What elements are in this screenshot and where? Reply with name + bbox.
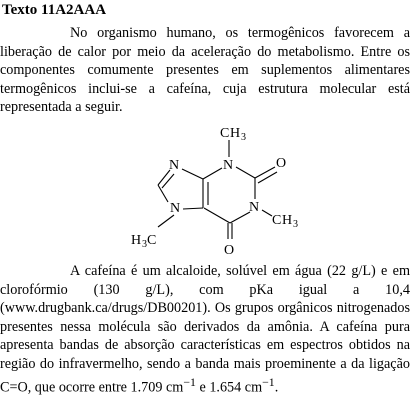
bond-c2-o [255,167,275,178]
bond-c5-n3 [203,168,222,179]
caffeine-structure-diagram [110,120,310,260]
methyl-right-c: C [272,213,282,228]
atom-o-bottom: O [224,243,235,258]
bond-n3-c2 [236,167,255,178]
bond-c2-o-double [258,172,277,183]
text-title: Texto 11A2AAA [2,2,107,18]
atom-o-right: O [276,156,287,171]
bond-n9-c4 [183,208,203,209]
methyl-top-subscript: 3 [241,132,246,143]
bond-n1-c6 [230,212,250,223]
methyl-right-h: H [282,213,293,228]
paragraph-2-continuation: e 1.654 cm [195,379,263,396]
methyl-left-c: C [147,233,157,248]
bond-c6-c4 [204,208,230,223]
methyl-right-subscript: 3 [293,219,298,230]
paragraph-2 [0,262,410,397]
paragraph-1: No organismo humano, os termogênicos favorecem a liberação de calor por meio da aceleração do metabolismo. Entre os componentes comumente presentes em suplementos alimentares termogênicos inclui-se a cafeína, cuja estrutura molecular está representada a seguir. [0,25,410,115]
methyl-top-c: C [220,126,230,141]
bond-n1-ch3 [262,210,272,216]
paragraph-2-end: . [274,379,279,396]
methyl-top-h: H [230,126,241,141]
wavenumber-exponent-2: −1 [262,375,275,389]
methyl-left-subscript: 3 [142,239,147,250]
wavenumber-exponent-1: −1 [183,375,196,389]
bond-n7-c8-double [162,174,174,188]
atom-n-imidazole-bottom: N [170,201,181,216]
bond-c5-n7 [182,169,203,179]
methyl-left-h: H [131,233,142,248]
atom-n-right: N [249,200,260,215]
paragraph-2-main: A cafeína é um alcaloide, solúvel em água (22 g/L) e em clorofórmio (130 g/L), com pKa igual a 10,4 (www.drugbank.ca/drugs/DB00201). Os grupos orgânicos nitrogenados presentes nessa molécula são derivados da amônia. A cafeína pura apresenta bandas de absorção características em espectros obtidos na região do infravermelho, sendo a banda mais proeminente a da ligação C=O, que ocorre entre 1.709 cm [0,263,410,396]
atom-n-imidazole-top: N [169,158,180,173]
atom-n-top: N [223,158,234,173]
bond-n9-ch3 [158,215,174,227]
